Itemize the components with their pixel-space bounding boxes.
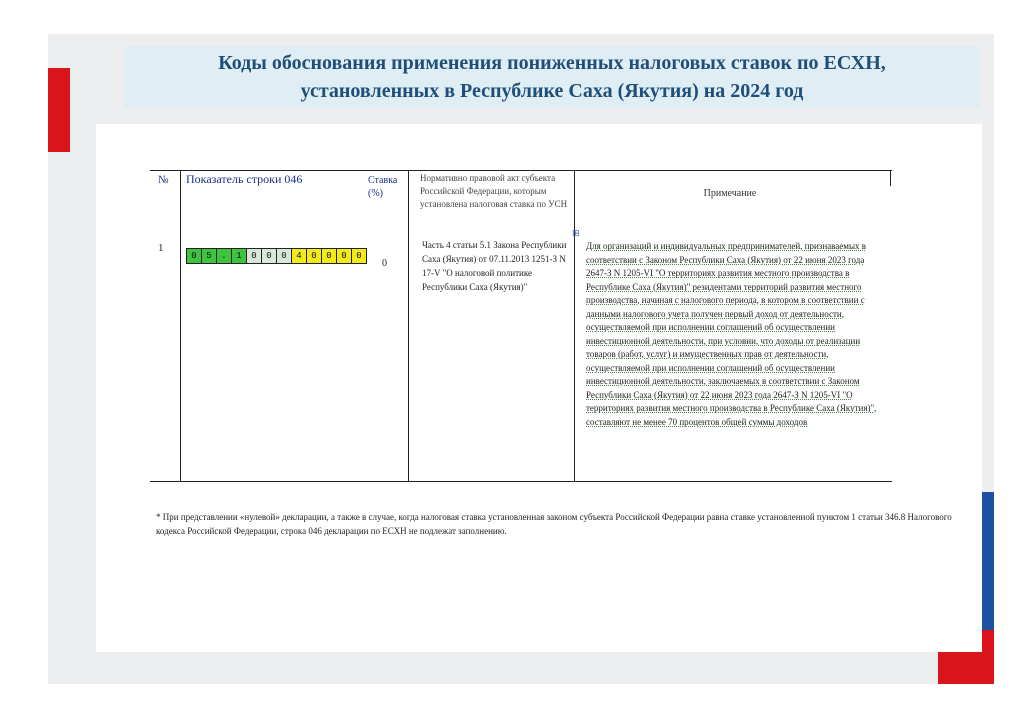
header-indicator: Показатель строки 046 (186, 172, 303, 186)
code-cell: 0 (322, 249, 337, 263)
row-note: Для организаций и индивидуальных предпринимателей, признаваемых в соответствии с Законом Республики Саха (Якутия) от 22 июня 2023 года 2647-З N 1205-VI "О территориях развития местного производства в Республике Саха (Якутия)" резидентами территорий развития местного производства, начиная с налогового периода, в котором в соответствии с данными налогового учета получен первый доход от деятельности, осуществляемой при исполнении соглашений об осуществлении инвестиционной деятельности, при условии, что доходы от реализации товаров (работ, услуг) и имущественных прав от деятельности, осуществляемой при исполнении соглашений об осуществлении инвестиционной деятельности, заключаемых в соответствии с Законом Республики Саха (Якутия) от 22 июня 2023 года 2647-З N 1205-VI "О территориях развития местного производства в Республике Саха (Якутия)", составляют не менее 70 процентов общей суммы доходов (586, 241, 877, 427)
code-cell: 5 (202, 249, 217, 263)
code-cell: 0 (247, 249, 262, 263)
table-bottom-border (150, 481, 892, 482)
title-banner (124, 46, 980, 108)
table-divider (890, 170, 891, 186)
table-divider (180, 170, 181, 482)
table-top-border (150, 170, 892, 171)
footnote: * При представлении «нулевой» декларации, а также в случае, когда налоговая ставка установленная законом субъекта Российской Федерации равна ставке установленной пунктом 1 статьи 346.8 Налогового кодекса Российской Федерации, строка 046 декларации по ЕСХН не подлежат заполнению. (156, 512, 952, 536)
row-number: 1 (158, 242, 164, 254)
table-move-handle-icon[interactable]: ⊞ (572, 228, 580, 238)
code-cell: 0 (307, 249, 322, 263)
code-cell: 4 (292, 249, 307, 263)
code-cell: 1 (232, 249, 247, 263)
code-cell: 0 (262, 249, 277, 263)
row-rate: 0 (382, 258, 387, 269)
row-legal-act: Часть 4 статьи 5.1 Закона Республики Саха (Якутия) от 07.11.2013 1251-З N 17-V "О налоговой политике Республики Саха (Якутия)" (422, 240, 567, 292)
slide-title: Коды обоснования применения пониженных налоговых ставок по ЕСХН, установленных в Республике Саха (Якутия) на 2024 год (218, 52, 886, 102)
codes-table (150, 170, 892, 482)
code-cell: 0 (337, 249, 352, 263)
code-cell: 0 (352, 249, 366, 263)
header-number: № (158, 174, 169, 186)
right-blue-accent-bar (982, 492, 994, 630)
table-divider (408, 170, 409, 482)
header-legal-act: Нормативно правовой акт субъекта Российской Федерации, которым установлена налоговая ставка по УСН (420, 173, 568, 209)
header-note: Примечание (703, 188, 757, 199)
left-accent-bar (48, 68, 70, 152)
header-rate: Ставка (%) (368, 175, 398, 199)
table-divider (574, 170, 575, 482)
code-cell: 0 (187, 249, 202, 263)
code-strip (186, 248, 367, 264)
code-cell: . (217, 249, 232, 263)
code-cell: 0 (277, 249, 292, 263)
